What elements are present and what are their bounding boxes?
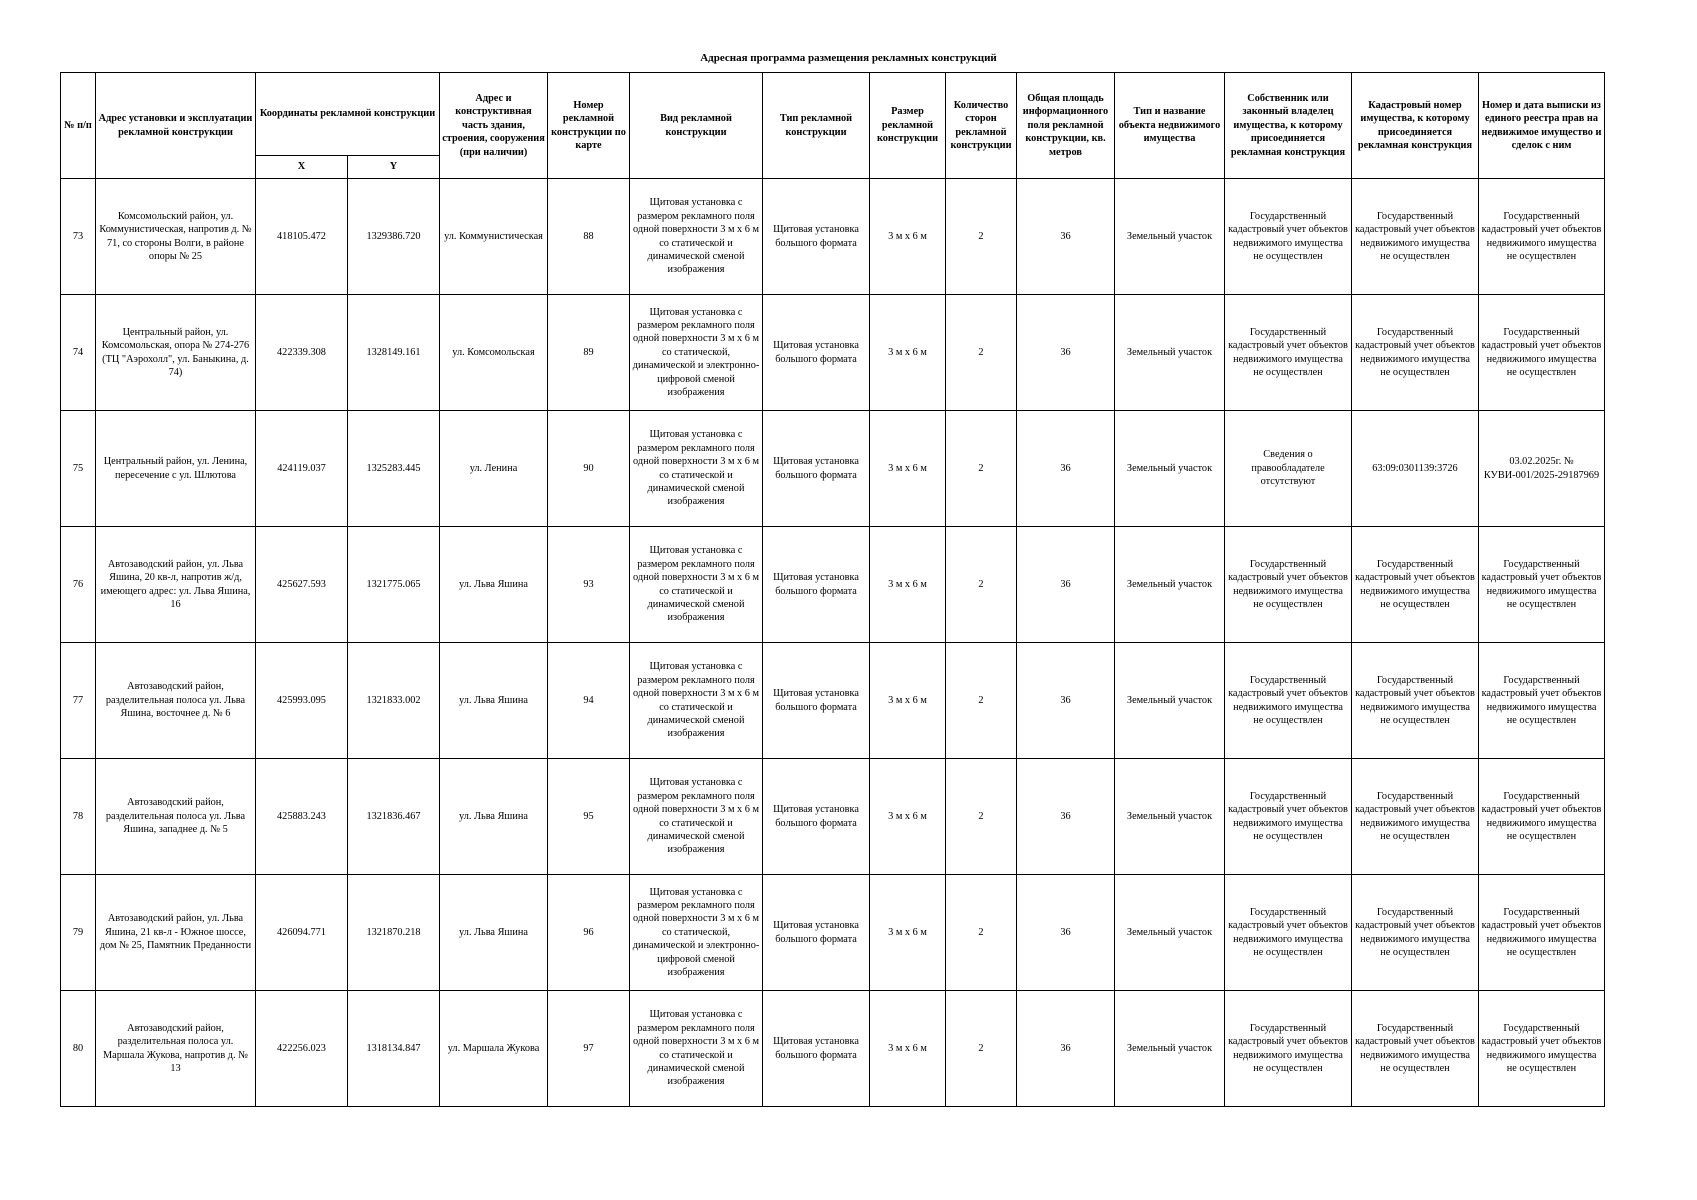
cell-x: 424119.037 [256, 411, 348, 527]
cell-property: Земельный участок [1115, 295, 1225, 411]
cell-x: 425883.243 [256, 759, 348, 875]
cell-area: 36 [1017, 759, 1115, 875]
cell-num: 78 [61, 759, 96, 875]
header-x: X [256, 156, 348, 179]
cell-num: 79 [61, 875, 96, 991]
cell-area: 36 [1017, 875, 1115, 991]
cell-cadastral: Государственный кадастровый учет объектов недвижимого имущества не осуществлен [1352, 295, 1479, 411]
header-area: Общая площадь информационного поля рекламной конструкции, кв. метров [1017, 73, 1115, 179]
cell-x: 418105.472 [256, 179, 348, 295]
table-row [61, 295, 1605, 411]
cell-area: 36 [1017, 411, 1115, 527]
header-property: Тип и название объекта недвижимого имущества [1115, 73, 1225, 179]
table-row [61, 759, 1605, 875]
header-building-part: Адрес и конструктивная часть здания, строения, сооружения (при наличии) [440, 73, 548, 179]
cell-sides: 2 [946, 527, 1017, 643]
cell-building-part: ул. Коммунистическая [440, 179, 548, 295]
cell-x: 422339.308 [256, 295, 348, 411]
cell-type: Щитовая установка большого формата [763, 179, 870, 295]
cell-size: 3 м х 6 м [870, 179, 946, 295]
header-num: № п/п [61, 73, 96, 179]
cell-cadastral: Государственный кадастровый учет объектов недвижимого имущества не осуществлен [1352, 179, 1479, 295]
cell-map-number: 96 [548, 875, 630, 991]
cell-x: 422256.023 [256, 991, 348, 1107]
cell-sides: 2 [946, 411, 1017, 527]
cell-size: 3 м х 6 м [870, 759, 946, 875]
cell-building-part: ул. Льва Яшина [440, 875, 548, 991]
cell-sides: 2 [946, 875, 1017, 991]
cell-owner: Государственный кадастровый учет объектов недвижимого имущества не осуществлен [1225, 527, 1352, 643]
cell-sides: 2 [946, 179, 1017, 295]
header-coords: Координаты рекламной конструкции [256, 73, 440, 156]
cell-num: 77 [61, 643, 96, 759]
cell-y: 1321833.002 [348, 643, 440, 759]
cell-building-part: ул. Маршала Жукова [440, 991, 548, 1107]
cell-map-number: 88 [548, 179, 630, 295]
cell-kind: Щитовая установка с размером рекламного поля одной поверхности 3 м х 6 м со статической и динамической сменой изображения [630, 527, 763, 643]
header-extract: Номер и дата выписки из единого реестра прав на недвижимое имущество и сделок с ним [1479, 73, 1605, 179]
cell-x: 425627.593 [256, 527, 348, 643]
cell-building-part: ул. Льва Яшина [440, 527, 548, 643]
cell-type: Щитовая установка большого формата [763, 295, 870, 411]
cell-sides: 2 [946, 295, 1017, 411]
cell-x: 425993.095 [256, 643, 348, 759]
cell-extract: Государственный кадастровый учет объектов недвижимого имущества не осуществлен [1479, 527, 1605, 643]
cell-y: 1321775.065 [348, 527, 440, 643]
cell-num: 75 [61, 411, 96, 527]
cell-area: 36 [1017, 527, 1115, 643]
cell-y: 1328149.161 [348, 295, 440, 411]
cell-building-part: ул. Льва Яшина [440, 759, 548, 875]
header-map-number: Номер рекламной конструкции по карте [548, 73, 630, 179]
table-row [61, 411, 1605, 527]
cell-type: Щитовая установка большого формата [763, 759, 870, 875]
cell-num: 74 [61, 295, 96, 411]
cell-owner: Сведения о правообладателе отсутствуют [1225, 411, 1352, 527]
cell-address: Автозаводский район, ул. Льва Яшина, 20 кв-л, напротив ж/д, имеющего адрес: ул. Льва Яшина, 16 [96, 527, 256, 643]
header-cadastral: Кадастровый номер имущества, к которому присоединяется рекламная конструкция [1352, 73, 1479, 179]
table-row [61, 875, 1605, 991]
cell-address: Автозаводский район, разделительная полоса ул. Льва Яшина, восточнее д. № 6 [96, 643, 256, 759]
cell-size: 3 м х 6 м [870, 411, 946, 527]
cell-owner: Государственный кадастровый учет объектов недвижимого имущества не осуществлен [1225, 991, 1352, 1107]
cell-map-number: 95 [548, 759, 630, 875]
cell-num: 80 [61, 991, 96, 1107]
header-y: Y [348, 156, 440, 179]
cell-owner: Государственный кадастровый учет объектов недвижимого имущества не осуществлен [1225, 179, 1352, 295]
header-type: Тип рекламной конструкции [763, 73, 870, 179]
cell-cadastral: 63:09:0301139:3726 [1352, 411, 1479, 527]
cell-y: 1318134.847 [348, 991, 440, 1107]
cell-type: Щитовая установка большого формата [763, 991, 870, 1107]
cell-owner: Государственный кадастровый учет объектов недвижимого имущества не осуществлен [1225, 643, 1352, 759]
cell-area: 36 [1017, 991, 1115, 1107]
cell-owner: Государственный кадастровый учет объектов недвижимого имущества не осуществлен [1225, 295, 1352, 411]
header-size: Размер рекламной конструкции [870, 73, 946, 179]
cell-property: Земельный участок [1115, 527, 1225, 643]
cell-kind: Щитовая установка с размером рекламного поля одной поверхности 3 м х 6 м со статической и динамической сменой изображения [630, 179, 763, 295]
cell-kind: Щитовая установка с размером рекламного поля одной поверхности 3 м х 6 м со статической, динамической и электронно-цифровой сменой изображения [630, 875, 763, 991]
cell-y: 1321870.218 [348, 875, 440, 991]
cell-area: 36 [1017, 179, 1115, 295]
cell-y: 1321836.467 [348, 759, 440, 875]
cell-y: 1329386.720 [348, 179, 440, 295]
cell-map-number: 90 [548, 411, 630, 527]
cell-map-number: 89 [548, 295, 630, 411]
cell-type: Щитовая установка большого формата [763, 527, 870, 643]
cell-property: Земельный участок [1115, 991, 1225, 1107]
cell-property: Земельный участок [1115, 875, 1225, 991]
cell-cadastral: Государственный кадастровый учет объектов недвижимого имущества не осуществлен [1352, 527, 1479, 643]
cell-cadastral: Государственный кадастровый учет объектов недвижимого имущества не осуществлен [1352, 991, 1479, 1107]
cell-kind: Щитовая установка с размером рекламного поля одной поверхности 3 м х 6 м со статической и динамической сменой изображения [630, 991, 763, 1107]
cell-sides: 2 [946, 759, 1017, 875]
cell-kind: Щитовая установка с размером рекламного поля одной поверхности 3 м х 6 м со статической, динамической и электронно-цифровой сменой изображения [630, 295, 763, 411]
table-row [61, 179, 1605, 295]
cell-address: Центральный район, ул. Ленина, пересечение с ул. Шлютова [96, 411, 256, 527]
cell-type: Щитовая установка большого формата [763, 643, 870, 759]
cell-building-part: ул. Ленина [440, 411, 548, 527]
cell-property: Земельный участок [1115, 179, 1225, 295]
cell-address: Автозаводский район, разделительная полоса ул. Льва Яшина, западнее д. № 5 [96, 759, 256, 875]
cell-num: 73 [61, 179, 96, 295]
cell-size: 3 м х 6 м [870, 295, 946, 411]
cell-map-number: 94 [548, 643, 630, 759]
cell-num: 76 [61, 527, 96, 643]
cell-kind: Щитовая установка с размером рекламного поля одной поверхности 3 м х 6 м со статической и динамической сменой изображения [630, 411, 763, 527]
cell-extract: Государственный кадастровый учет объектов недвижимого имущества не осуществлен [1479, 295, 1605, 411]
cell-type: Щитовая установка большого формата [763, 411, 870, 527]
cell-extract: Государственный кадастровый учет объектов недвижимого имущества не осуществлен [1479, 643, 1605, 759]
cell-kind: Щитовая установка с размером рекламного поля одной поверхности 3 м х 6 м со статической и динамической сменой изображения [630, 759, 763, 875]
cell-address: Комсомольский район, ул. Коммунистическая, напротив д. № 71, со стороны Волги, в районе опоры № 25 [96, 179, 256, 295]
cell-property: Земельный участок [1115, 759, 1225, 875]
cell-size: 3 м х 6 м [870, 527, 946, 643]
cell-sides: 2 [946, 643, 1017, 759]
header-owner: Собственник или законный владелец имущества, к которому присоединяется рекламная конструкция [1225, 73, 1352, 179]
cell-address: Автозаводский район, разделительная полоса ул. Маршала Жукова, напротив д. № 13 [96, 991, 256, 1107]
cell-y: 1325283.445 [348, 411, 440, 527]
cell-extract: Государственный кадастровый учет объектов недвижимого имущества не осуществлен [1479, 991, 1605, 1107]
cell-property: Земельный участок [1115, 643, 1225, 759]
cell-map-number: 97 [548, 991, 630, 1107]
table-row [61, 527, 1605, 643]
cell-cadastral: Государственный кадастровый учет объектов недвижимого имущества не осуществлен [1352, 875, 1479, 991]
cell-owner: Государственный кадастровый учет объектов недвижимого имущества не осуществлен [1225, 759, 1352, 875]
cell-address: Автозаводский район, ул. Льва Яшина, 21 кв-л - Южное шоссе, дом № 25, Памятник Преданности [96, 875, 256, 991]
cell-cadastral: Государственный кадастровый учет объектов недвижимого имущества не осуществлен [1352, 759, 1479, 875]
cell-extract: Государственный кадастровый учет объектов недвижимого имущества не осуществлен [1479, 179, 1605, 295]
cell-property: Земельный участок [1115, 411, 1225, 527]
header-address: Адрес установки и эксплуатации рекламной конструкции [96, 73, 256, 179]
cell-size: 3 м х 6 м [870, 875, 946, 991]
cell-owner: Государственный кадастровый учет объектов недвижимого имущества не осуществлен [1225, 875, 1352, 991]
cell-size: 3 м х 6 м [870, 643, 946, 759]
cell-building-part: ул. Комсомольская [440, 295, 548, 411]
header-kind: Вид рекламной конструкции [630, 73, 763, 179]
cell-extract: 03.02.2025г. № КУВИ-001/2025-29187969 [1479, 411, 1605, 527]
cell-size: 3 м х 6 м [870, 991, 946, 1107]
cell-sides: 2 [946, 991, 1017, 1107]
cell-extract: Государственный кадастровый учет объектов недвижимого имущества не осуществлен [1479, 875, 1605, 991]
cell-type: Щитовая установка большого формата [763, 875, 870, 991]
cell-extract: Государственный кадастровый учет объектов недвижимого имущества не осуществлен [1479, 759, 1605, 875]
cell-building-part: ул. Льва Яшина [440, 643, 548, 759]
cell-area: 36 [1017, 295, 1115, 411]
advertising-structures-table [60, 72, 1605, 1107]
table-row [61, 643, 1605, 759]
cell-address: Центральный район, ул. Комсомольская, опора № 274-276 (ТЦ "Аэрохолл", ул. Баныкина, д. 74) [96, 295, 256, 411]
cell-cadastral: Государственный кадастровый учет объектов недвижимого имущества не осуществлен [1352, 643, 1479, 759]
header-sides: Количество сторон рекламной конструкции [946, 73, 1017, 179]
cell-x: 426094.771 [256, 875, 348, 991]
cell-map-number: 93 [548, 527, 630, 643]
table-header-row [61, 73, 1605, 156]
table-row [61, 991, 1605, 1107]
cell-kind: Щитовая установка с размером рекламного поля одной поверхности 3 м х 6 м со статической и динамической сменой изображения [630, 643, 763, 759]
cell-area: 36 [1017, 643, 1115, 759]
document-title: Адресная программа размещения рекламных конструкций [700, 52, 997, 64]
